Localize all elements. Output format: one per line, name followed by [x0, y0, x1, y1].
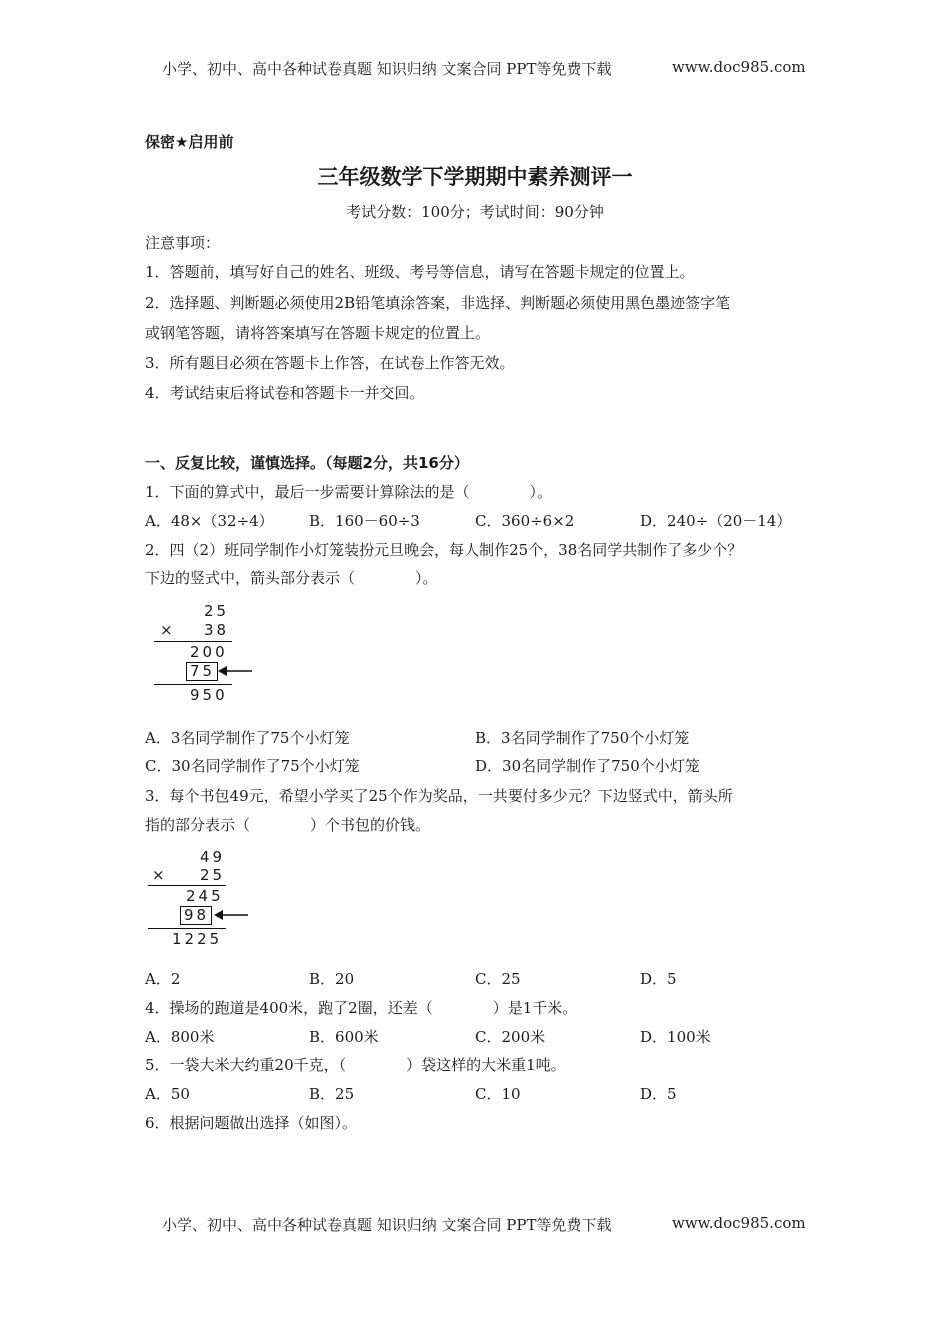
- q2-option-a[interactable]: A．3名同学制作了75个小灯笼: [145, 729, 350, 747]
- q3-vertical-multiplication: [146, 848, 256, 948]
- page-title: 三年级数学下学期期中素养测评一: [317, 165, 633, 189]
- section-heading: 一、反复比较，谨慎选择。（每题2分，共16分）: [145, 454, 469, 472]
- q5-option-c[interactable]: C．10: [475, 1085, 521, 1103]
- header-text: 小学、初中、高中各种试卷真题 知识归纳 文案合同 PPT等免费下载: [162, 60, 612, 78]
- confidential-label: 保密★启用前: [145, 133, 234, 151]
- q2-arrow-icon: [218, 665, 254, 677]
- q3-partial-1: 245: [186, 887, 224, 905]
- q3-option-a[interactable]: A．2: [145, 970, 181, 988]
- note-3: 3．所有题目必须在答题卡上作答，在试卷上作答无效。: [145, 354, 515, 372]
- question-2-stem-cont: 下边的竖式中，箭头部分表示（ ）。: [145, 569, 438, 587]
- q2-option-c[interactable]: C．30名同学制作了75个小灯笼: [145, 757, 360, 775]
- q2-option-d[interactable]: D．30名同学制作了750个小灯笼: [475, 757, 700, 775]
- q3-arrow-icon: [214, 909, 250, 921]
- header-url[interactable]: www.doc985.com: [672, 58, 806, 76]
- q3-rule-2: [148, 928, 226, 929]
- q3-result: 1225: [172, 930, 223, 948]
- q5-option-a[interactable]: A．50: [145, 1085, 190, 1103]
- q2-result: 950: [190, 686, 228, 704]
- q2-partial-1: 200: [190, 643, 228, 661]
- q5-option-d[interactable]: D．5: [640, 1085, 677, 1103]
- note-4: 4．考试结束后将试卷和答题卡一并交回。: [145, 384, 425, 402]
- footer-url[interactable]: www.doc985.com: [672, 1214, 806, 1232]
- q3-option-b[interactable]: B．20: [309, 970, 355, 988]
- q2-vertical-multiplication: [150, 602, 260, 707]
- question-1-stem: 1．下面的算式中，最后一步需要计算除法的是（ ）。: [145, 483, 553, 501]
- footer-text: 小学、初中、高中各种试卷真题 知识归纳 文案合同 PPT等免费下载: [162, 1216, 612, 1234]
- question-3-stem-cont: 指的部分表示（ ）个书包的价钱。: [145, 816, 431, 834]
- q2-rule-2: [154, 684, 232, 685]
- q4-option-a[interactable]: A．800米: [145, 1028, 215, 1046]
- q3-multiplier: 25: [200, 866, 226, 884]
- q3-multiplicand: 49: [200, 848, 226, 866]
- question-2-stem: 2．四（2）班同学制作小灯笼装扮元旦晚会，每人制作25个，38名同学共制作了多少个？: [145, 541, 743, 559]
- q2-multiplicand: 25: [204, 602, 230, 620]
- note-2-cont: 或钢笔答题，请将答案填写在答题卡规定的位置上。: [145, 324, 491, 342]
- q5-option-b[interactable]: B．25: [309, 1085, 355, 1103]
- q3-option-d[interactable]: D．5: [640, 970, 677, 988]
- question-4-stem: 4．操场的跑道是400米，跑了2圈，还差（ ）是1千米。: [145, 999, 578, 1017]
- q3-times-sign: ×: [152, 866, 168, 884]
- q4-option-c[interactable]: C．200米: [475, 1028, 546, 1046]
- q2-multiplier: 38: [204, 621, 230, 639]
- notes-heading: 注意事项：: [145, 234, 221, 252]
- note-2: 2．选择题、判断题必须使用2B铅笔填涂答案，非选择、判断题必须使用黑色墨迹签字笔: [145, 294, 731, 312]
- question-6-stem: 6．根据问题做出选择（如图）。: [145, 1114, 358, 1132]
- q2-option-b[interactable]: B．3名同学制作了750个小灯笼: [475, 729, 690, 747]
- q3-rule-1: [148, 885, 226, 886]
- q4-option-b[interactable]: B．600米: [309, 1028, 379, 1046]
- exam-info: 考试分数：100分；考试时间：90分钟: [346, 203, 604, 221]
- q3-partial-2: 98: [184, 906, 210, 924]
- q2-rule-1: [154, 641, 232, 642]
- q1-option-c[interactable]: C．360÷6×2: [475, 512, 575, 530]
- q1-option-d[interactable]: D．240÷（20－14）: [640, 512, 792, 530]
- note-1: 1．答题前，填写好自己的姓名、班级、考号等信息，请写在答题卡规定的位置上。: [145, 263, 695, 281]
- q1-option-b[interactable]: B．160－60÷3: [309, 512, 420, 530]
- q3-option-c[interactable]: C．25: [475, 970, 521, 988]
- question-5-stem: 5．一袋大米大约重20千克，（ ）袋这样的大米重1吨。: [145, 1056, 566, 1074]
- q2-times-sign: ×: [160, 621, 176, 639]
- q2-partial-2: 75: [190, 662, 216, 680]
- question-3-stem: 3．每个书包49元，希望小学买了25个作为奖品，一共要付多少元？下边竖式中，箭头所: [145, 787, 733, 805]
- q4-option-d[interactable]: D．100米: [640, 1028, 711, 1046]
- q1-option-a[interactable]: A．48×（32÷4）: [145, 512, 274, 530]
